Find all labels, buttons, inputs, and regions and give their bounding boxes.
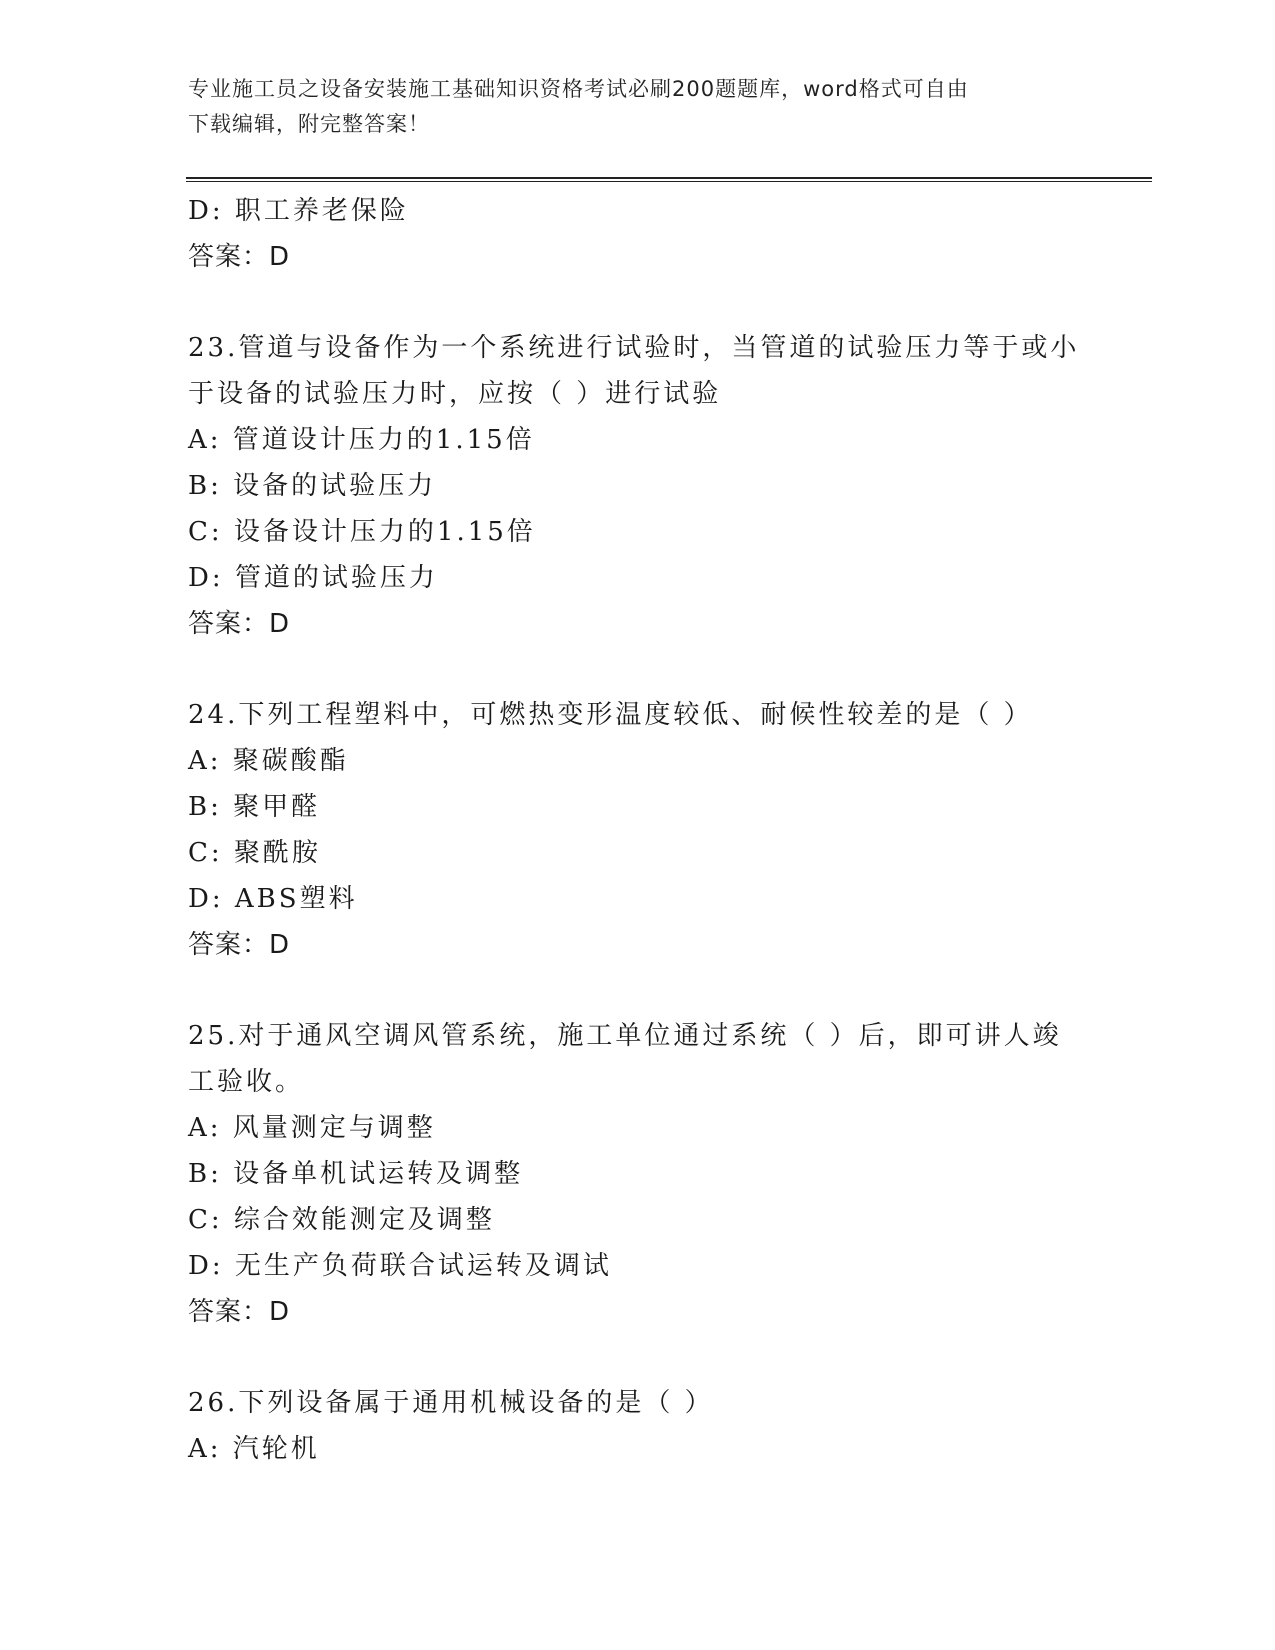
option-b: B: 聚甲醛 xyxy=(188,792,321,822)
question-stem-continued: 于设备的试验压力时，应按（ ）进行试验 xyxy=(188,379,722,409)
option-b: B: 设备的试验压力 xyxy=(188,471,437,501)
option-b: B: 设备单机试运转及调整 xyxy=(188,1159,524,1189)
question-continuation xyxy=(188,188,1088,280)
question-stem: 23.管道与设备作为一个系统进行试验时，当管道的试验压力等于或小 xyxy=(188,333,1080,363)
question-26 xyxy=(188,1380,1088,1472)
option-a: A: 管道设计压力的1.15倍 xyxy=(188,425,535,455)
question-23 xyxy=(188,325,1088,647)
option-a: A: 汽轮机 xyxy=(188,1434,320,1464)
option-d: D: 无生产负荷联合试运转及调试 xyxy=(188,1251,612,1281)
page-header xyxy=(188,72,1068,142)
header-divider-thick xyxy=(186,177,1152,179)
question-stem: 26.下列设备属于通用机械设备的是（ ） xyxy=(188,1388,714,1418)
option-d: D: ABS塑料 xyxy=(188,884,358,914)
answer-line: 答案：D xyxy=(188,609,291,639)
option-a: A: 风量测定与调整 xyxy=(188,1113,436,1143)
option-d: D: 职工养老保险 xyxy=(188,196,409,226)
header-line-1: 专业施工员之设备安装施工基础知识资格考试必刷200题题库，word格式可自由 xyxy=(188,77,969,101)
option-c: C: 综合效能测定及调整 xyxy=(188,1205,495,1235)
option-a: A: 聚碳酸酯 xyxy=(188,746,349,776)
option-c: C: 设备设计压力的1.15倍 xyxy=(188,517,536,547)
answer-line: 答案：D xyxy=(188,1297,291,1327)
question-content xyxy=(188,188,1088,1472)
answer-line: 答案：D xyxy=(188,930,291,960)
question-24 xyxy=(188,692,1088,968)
question-25 xyxy=(188,1013,1088,1335)
option-c: C: 聚酰胺 xyxy=(188,838,321,868)
question-stem: 25.对于通风空调风管系统，施工单位通过系统（ ）后，即可讲人竣 xyxy=(188,1021,1062,1051)
question-stem-continued: 工验收。 xyxy=(188,1067,305,1097)
answer-line: 答案：D xyxy=(188,242,291,272)
header-divider-thin xyxy=(186,181,1152,182)
header-line-2: 下载编辑，附完整答案！ xyxy=(188,112,430,136)
option-d: D: 管道的试验压力 xyxy=(188,563,438,593)
question-stem: 24.下列工程塑料中，可燃热变形温度较低、耐候性较差的是（ ） xyxy=(188,700,1033,730)
